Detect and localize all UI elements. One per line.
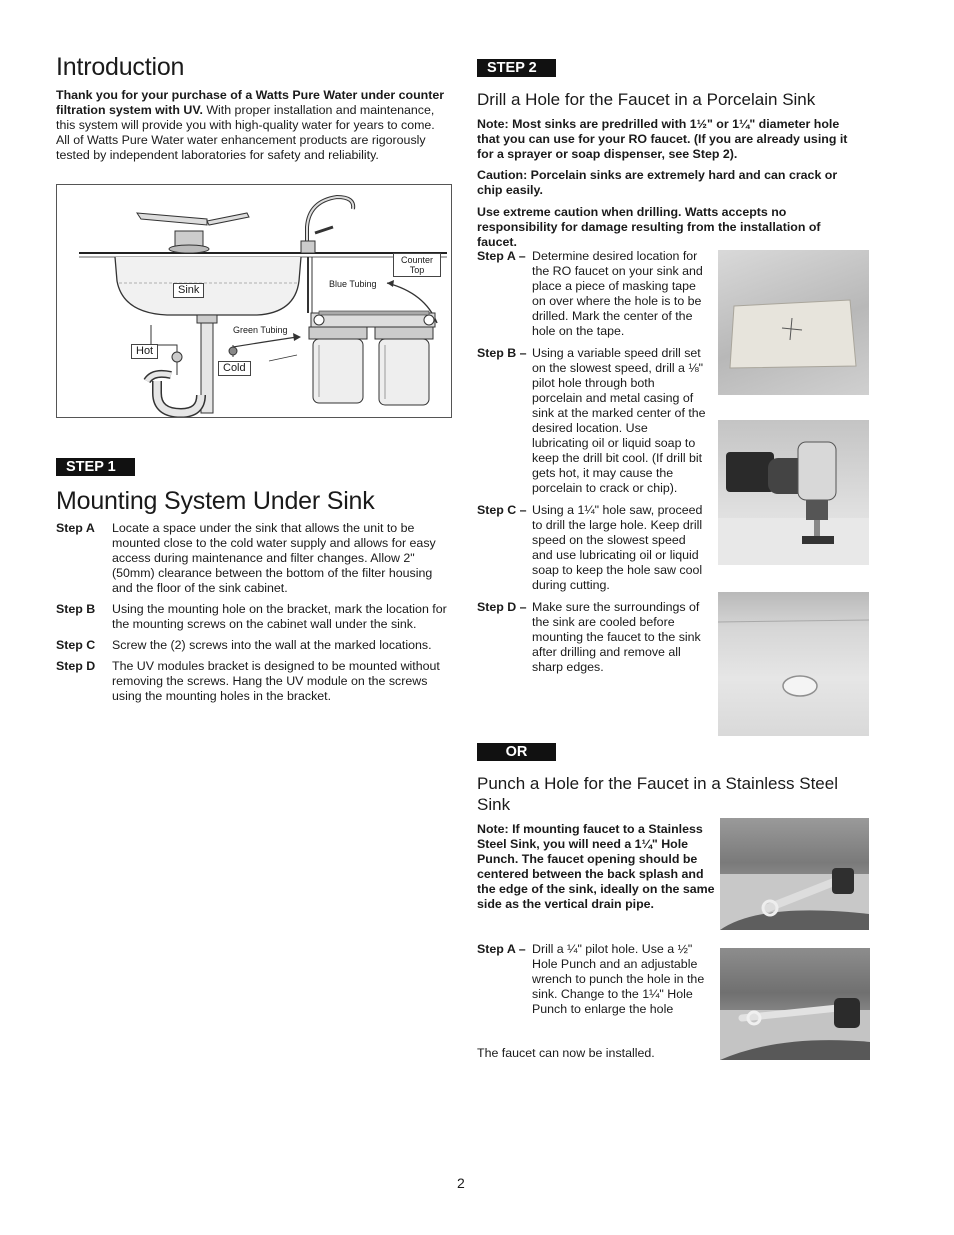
photo-drill: [718, 420, 869, 565]
or-note: Note: If mounting faucet to a Stainless Steel Sink, you will need a 1¼" Hole Punch. The faucet opening should be centered between the back splash and the edge of the sink, ideally on the same side as the vertical drain pipe.: [477, 822, 715, 911]
photo-hole-punch: [720, 818, 869, 930]
step1-title: Mounting System Under Sink: [56, 487, 375, 515]
step2-step-b: [477, 346, 707, 496]
step2-step-d: [477, 600, 707, 675]
step2-caution: Caution: Porcelain sinks are extremely hard and can crack or chip easily.: [477, 168, 838, 197]
step2-step-d-text: Make sure the surroundings of the sink are cooled before mounting the faucet to the sink after drilling and remove all sharp edges.: [532, 600, 701, 674]
diagram-label-cold: Cold: [218, 361, 251, 376]
step2-step-a: [477, 249, 707, 339]
step2-step-d-key: Step D –: [477, 600, 527, 614]
step2-step-c: [477, 503, 707, 593]
page-number: 2: [457, 1175, 465, 1191]
drill-illustration: [718, 420, 869, 565]
diagram-label-sink: Sink: [173, 283, 204, 298]
step1-step-c-text: Screw the (2) screws into the wall at the marked locations.: [112, 638, 432, 652]
or-step-a: [477, 942, 717, 1017]
faucet-installed-note: The faucet can now be installed.: [477, 1046, 655, 1060]
step1-step-b-key: Step B: [56, 602, 96, 616]
diagram-drawing: [57, 185, 451, 417]
drilled-hole-illustration: [718, 592, 869, 736]
counter-top-line2: Top: [409, 265, 425, 275]
or-step-a-text: Drill a ¼" pilot hole. Use a ½" Hole Punch and an adjustable wrench to punch the hole in the sink. Change to the 1¼" Hole Punch to enlarge the hole: [532, 942, 705, 1016]
step1-step-d-key: Step D: [56, 659, 96, 673]
step1-step-d-text: The UV modules bracket is designed to be mounted without removing the screws. Hang the UV module on the screws using the mounting holes in the bracket.: [112, 659, 440, 703]
step1-step-list: [56, 521, 450, 710]
step1-step-a-key: Step A: [56, 521, 95, 535]
intro-paragraph: [56, 88, 449, 163]
step2-step-c-text: Using a 1¼" hole saw, proceed to drill the large hole. Keep drill speed on the slowest speed and use lubricating oil or liquid soap to keep the hole saw cool during cutting.: [532, 503, 703, 592]
intro-body-text: With proper installation and maintenance, this system will provide you with high-quality water for years to come. All of Watts Pure Water water enhancement products are rigorously tested by independent laboratories for safety and reliability.: [56, 103, 435, 162]
step2-step-b-key: Step B –: [477, 346, 527, 360]
step1-badge: STEP 1: [56, 458, 135, 476]
masking-tape-illustration: [718, 250, 869, 395]
hole-punch-enlarge-illustration: [720, 948, 870, 1060]
step2-badge: STEP 2: [477, 59, 556, 77]
or-title: Punch a Hole for the Faucet in a Stainless Steel Sink: [477, 774, 838, 814]
step1-step-a-text: Locate a space under the sink that allows the unit to be mounted close to the cold water supply and allows for easy access during maintenance and filter changes. Allow 2" (50mm) clearance between the bottom of the filter housing and the floor of the sink cabinet.: [112, 521, 436, 595]
step1-step-b: [56, 602, 450, 632]
diagram-label-hot: Hot: [131, 344, 158, 359]
step1-step-d: [56, 659, 450, 704]
diagram-label-counter-top: [393, 253, 441, 277]
step2-step-list: [477, 249, 707, 682]
intro-title: Introduction: [56, 53, 185, 81]
step2-step-b-text: Using a variable speed drill set on the slowest speed, drill a ⅛" pilot hole through both porcelain and metal casing of sink at the marked center of the desired location. Use lubricating oil or liquid soap to keep the drill bit cool. (If drill bit gets hot, it may cause the porcelain to crack or chip).: [532, 346, 706, 495]
step2-step-c-key: Step C –: [477, 503, 527, 517]
or-badge: OR: [477, 743, 556, 761]
hole-punch-illustration: [720, 818, 869, 930]
step1-step-c: [56, 638, 450, 653]
or-step-a-key: Step A –: [477, 942, 526, 956]
step1-step-c-key: Step C: [56, 638, 96, 652]
intro-bold-text: Thank you for your purchase of a Watts Pure Water under counter filtration system with UV.: [56, 88, 445, 117]
installation-diagram: [56, 184, 452, 418]
step1-step-b-text: Using the mounting hole on the bracket, mark the location for the mounting screws on the cabinet wall under the sink.: [112, 602, 447, 631]
diagram-label-blue-tubing: Blue Tubing: [329, 279, 377, 289]
photo-hole-punch-enlarge: [720, 948, 870, 1060]
counter-top-line1: Counter: [400, 255, 434, 265]
photo-masking-tape: [718, 250, 869, 395]
step2-step-a-key: Step A –: [477, 249, 526, 263]
step2-step-a-text: Determine desired location for the RO faucet on your sink and place a piece of masking tape on over where the hole is to be drilled. Mark the center of the hole on the tape.: [532, 249, 703, 338]
step2-note: Note: Most sinks are predrilled with 1½" or 1¼" diameter hole that you can use for your RO faucet. (If you are already using it for a sprayer or soap dispenser, see Step 2).: [477, 117, 848, 161]
step2-extreme-caution: Use extreme caution when drilling. Watts accepts no responsibility for damage resulting from the installation of faucet.: [477, 205, 821, 249]
step2-title: Drill a Hole for the Faucet in a Porcelain Sink: [477, 90, 816, 109]
or-step-list: [477, 942, 717, 1024]
step1-step-a: [56, 521, 450, 596]
photo-drilled-hole: [718, 592, 869, 736]
diagram-label-green-tubing: Green Tubing: [233, 325, 288, 335]
